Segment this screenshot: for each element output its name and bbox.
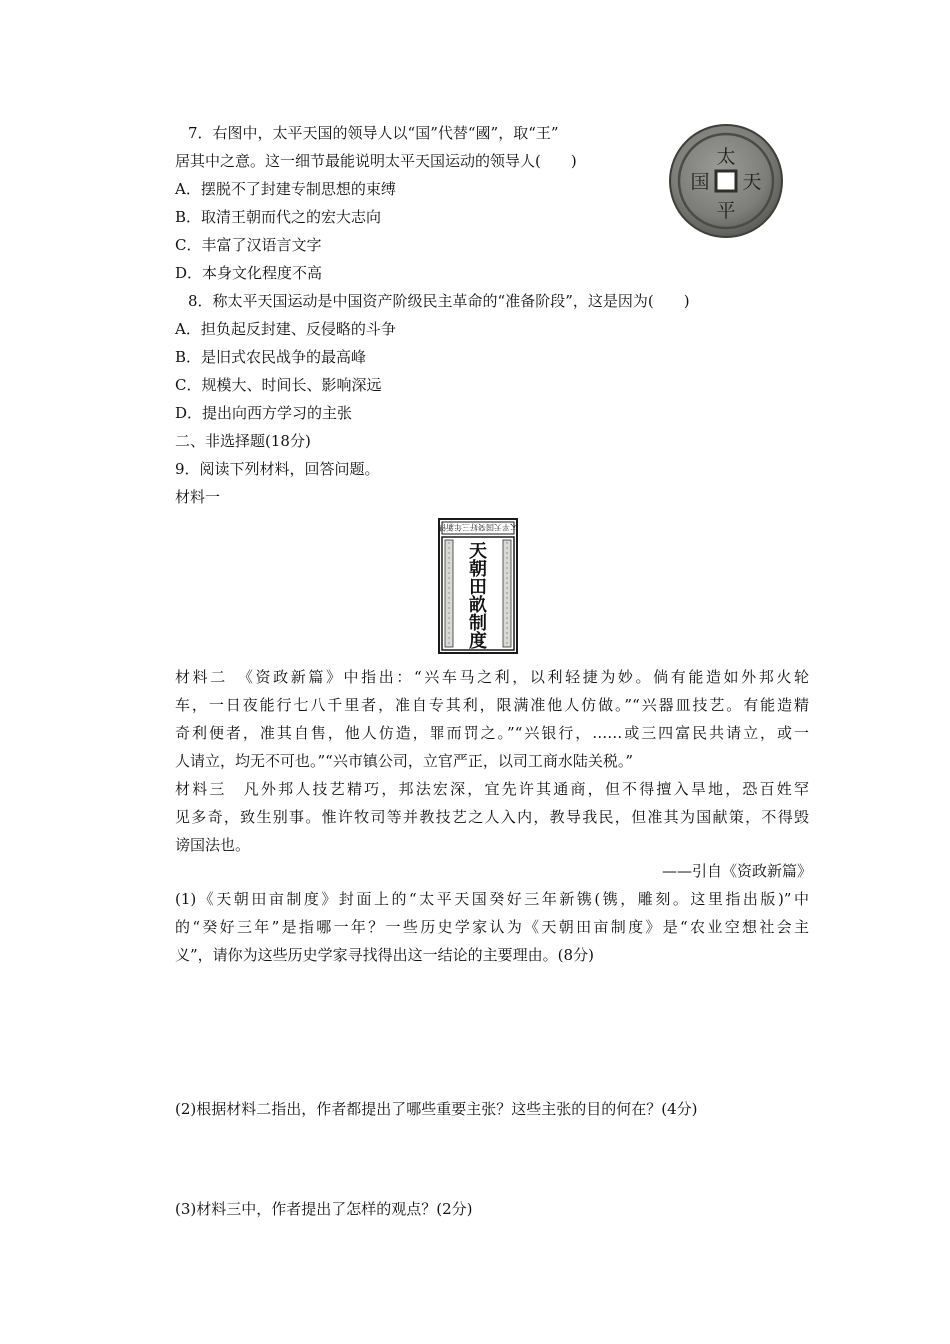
- q7-option-b: B．取清王朝而代之的宏大志向: [175, 208, 382, 226]
- q7-option-d: D．本身文化程度不高: [175, 264, 323, 282]
- cover-char-1: 天: [469, 541, 487, 562]
- q7-stem-line1: 7．右图中，太平天国的领导人以“国”代替“國”，取“王”: [188, 124, 559, 142]
- q8-option-a: A．担负起反封建、反侵略的斗争: [175, 320, 396, 338]
- q8-option-b: B．是旧式农民战争的最高峰: [175, 348, 367, 366]
- sub1-line-3: 义”，请你为这些历史学家寻找得出这一结论的主要理由。(8分): [175, 946, 594, 964]
- q8-stem: 8．称太平天国运动是中国资产阶级民主革命的“准备阶段”，这是因为( ): [188, 292, 690, 310]
- q8-option-d: D．提出向西方学习的主张: [175, 404, 353, 422]
- cover-char-2: 朝: [469, 559, 487, 580]
- material3-line-2: 见多奇，致生别事。惟许牧司等并教技艺之人入内，教导我民，但准其为国献策，不得毁: [175, 808, 809, 826]
- q7-stem-line2: 居其中之意。这一细节最能说明太平天国运动的领导人( ): [175, 152, 577, 170]
- q8-option-c: C．规模大、时间长、影响深远: [175, 376, 382, 394]
- cover-char-4: 畝: [469, 595, 487, 616]
- cover-char-5: 制: [469, 613, 487, 634]
- coin-char-left: 国: [690, 171, 710, 193]
- material2-line-4: 人请立，均无不可也。”“兴市镇公司，立官严正，以司工商水陆关税。”: [175, 752, 634, 770]
- taiping-coin-image: [668, 123, 784, 239]
- cover-char-6: 度: [469, 631, 487, 652]
- q7-option-a: A．摆脱不了封建专制思想的束缚: [175, 180, 396, 198]
- section-heading: 二、非选择题(18分): [175, 432, 311, 450]
- coin-char-bottom: 平: [716, 200, 736, 222]
- q9-stem: 9．阅读下列材料，回答问题。: [175, 460, 380, 478]
- material2-line-2: 车，一日夜能行七八千里者，准自专其利，限满准他人仿做。”“兴器皿技艺。有能造精: [175, 696, 809, 714]
- material1-label: 材料一: [175, 488, 221, 506]
- material2-line-3: 奇利便者，准其自售，他人仿造，罪而罚之。”“兴银行，……或三四富民共请立，或一: [175, 724, 809, 742]
- sub2: (2)根据材料二指出，作者都提出了哪些重要主张？这些主张的目的何在？(4分): [175, 1100, 698, 1118]
- material2-line-1: 材料二 《资政新篇》中指出：“兴车马之利，以利轻捷为妙。倘有能造如外邦火轮: [175, 668, 809, 686]
- coin-char-top: 太: [716, 146, 736, 168]
- cover-header: 太平天国癸好三年新镌: [438, 522, 518, 532]
- q7-option-c: C．丰富了汉语言文字: [175, 236, 322, 254]
- tianchao-cover-image: [438, 518, 518, 654]
- cover-char-3: 田: [469, 577, 487, 598]
- coin-char-right: 天: [742, 171, 762, 193]
- material3-line-1: 材料三 凡外邦人技艺精巧，邦法宏深，宜先许其通商，但不得擅入旱地，恐百姓罕: [175, 780, 809, 798]
- sub3: (3)材料三中，作者提出了怎样的观点？(2分): [175, 1200, 473, 1218]
- sub1-line-2: 的“癸好三年”是指哪一年？一些历史学家认为《天朝田亩制度》是“农业空想社会主: [175, 918, 809, 936]
- material3-source: ——引自《资政新篇》: [661, 862, 812, 880]
- material3-line-3: 谤国法也。: [175, 836, 251, 854]
- sub1-line-1: (1)《天朝田亩制度》封面上的“太平天国癸好三年新镌(镌，雕刻。这里指出版)”中: [175, 890, 809, 908]
